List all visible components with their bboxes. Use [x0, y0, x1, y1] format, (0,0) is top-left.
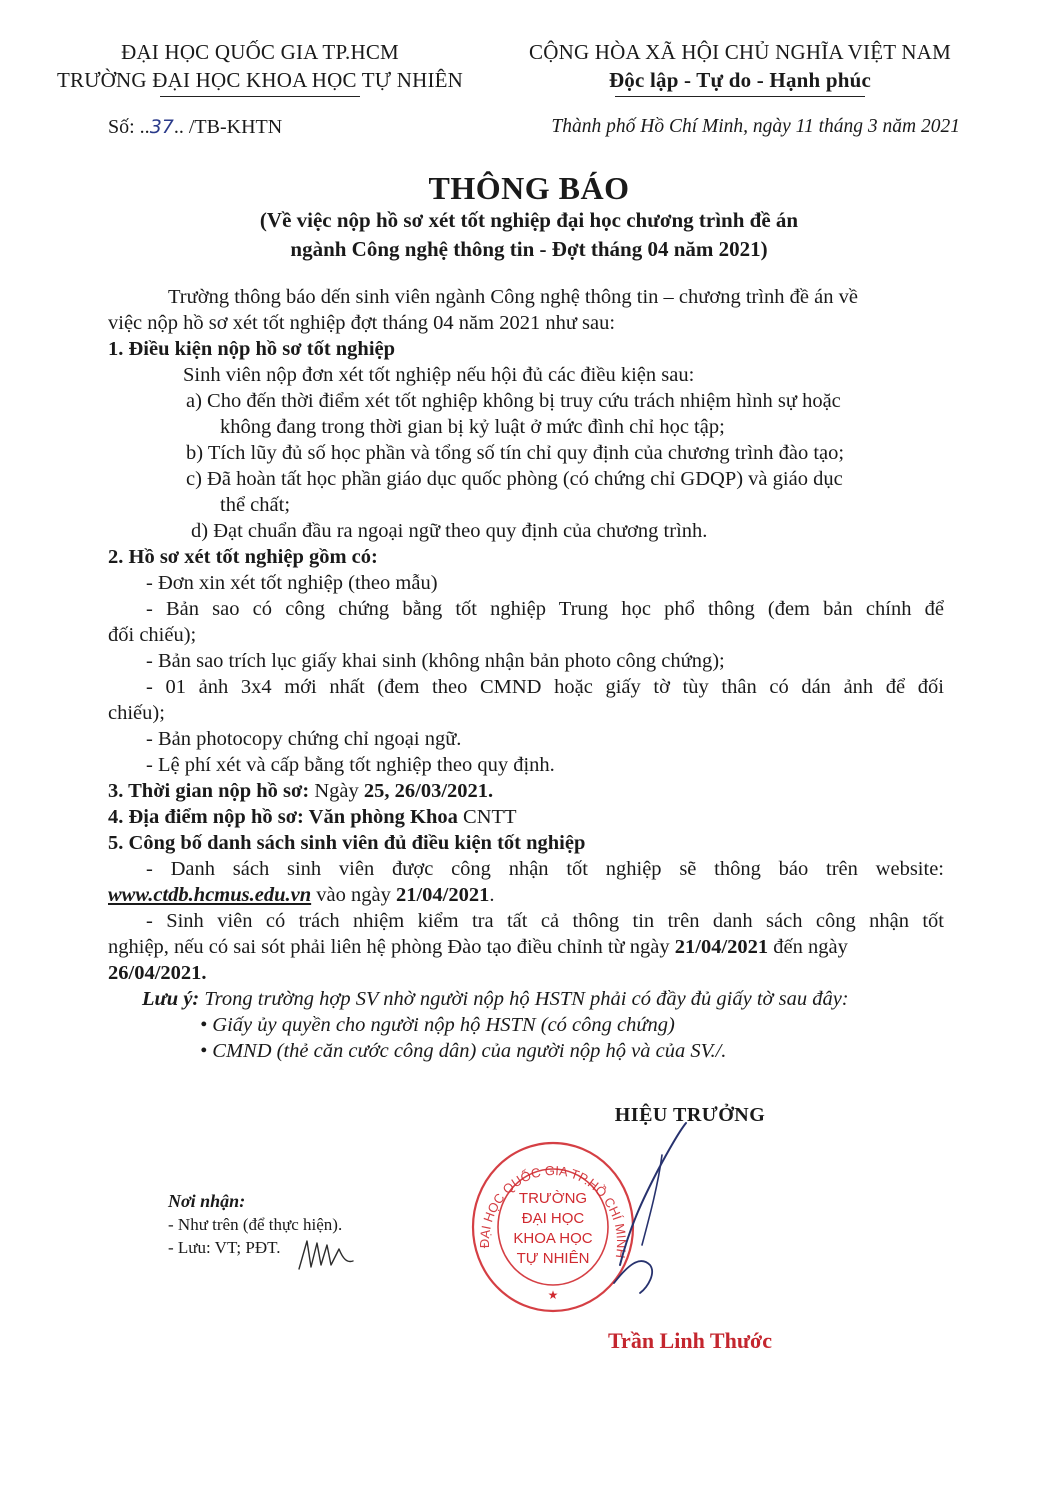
check-line-2-text: nghiệp, nếu có sai sót phải liên hệ phòng Đào tạo điều chỉnh từ ngày	[108, 936, 675, 958]
dossier-item-6: - Lệ phí xét và cấp bằng tốt nghiệp theo quy định.	[146, 754, 555, 776]
seal-ring-text: ĐẠI HỌC QUỐC GIA TP.HỒ CHÍ MINH	[476, 1162, 630, 1260]
national-name: CỘNG HÒA XÃ HỘI CHỦ NGHĨA VIỆT NAM	[529, 40, 951, 64]
intro-line-2: việc nộp hồ sơ xét tốt nghiệp đợt tháng 04 năm 2021 như sau:	[108, 312, 616, 334]
website-link[interactable]: www.ctdb.hcmus.edu.vn	[108, 884, 312, 906]
condition-a-line-1: a) Cho đến thời điểm xét tốt nghiệp không bị truy cứu trách nhiệm hình sự hoặc	[186, 390, 841, 412]
section-4-label: 4. Địa điểm nộp hồ sơ: Văn phòng Khoa	[108, 806, 464, 828]
condition-c-line-1: c) Đã hoàn tất học phần giáo dục quốc phòng (có chứng chỉ GDQP) và giáo dục	[186, 468, 843, 490]
issuer-header	[30, 38, 490, 97]
doc-number-suffix: .. /TB-KHTN	[173, 116, 283, 138]
section-4-value: CNTT	[463, 806, 517, 828]
issuer-parent: ĐẠI HỌC QUỐC GIA TP.HCM	[121, 40, 399, 64]
document-title: THÔNG BÁO	[428, 170, 630, 206]
dossier-item-4-line-2: chiếu);	[108, 702, 165, 724]
document-number	[108, 116, 282, 139]
check-line-2	[108, 934, 944, 960]
seal-line-4: TỰ NHIÊN	[516, 1250, 590, 1267]
document-date: Thành phố Hồ Chí Minh, ngày 11 tháng 3 năm 2021	[551, 116, 960, 137]
section-3	[108, 778, 944, 804]
recipient-2: - Lưu: VT; PĐT.	[168, 1238, 281, 1257]
doc-number-prefix: Số: ..	[108, 116, 150, 138]
announce-line-2-end: .	[489, 884, 495, 906]
document-subtitle	[0, 206, 1058, 264]
note-text: Trong trường hợp SV nhờ người nộp hộ HSTN phải có đầy đủ giấy tờ sau đây:	[199, 988, 849, 1010]
section-1-lead: Sinh viên nộp đơn xét tốt nghiệp nếu hội đủ các điều kiện sau:	[183, 364, 695, 386]
motto-underline	[615, 96, 865, 97]
announce-line-2-text: vào ngày	[311, 884, 396, 906]
check-line-1: - Sinh viên có trách nhiệm kiểm tra tất cả thông tin trên danh sách công nhận tốt	[146, 910, 944, 932]
handwritten-signature	[600, 1115, 710, 1305]
condition-c-line-2: thể chất;	[220, 494, 291, 516]
intro-line-1: Trường thông báo dến sinh viên ngành Công nghệ thông tin – chương trình đề án về	[168, 286, 858, 308]
national-header	[505, 38, 975, 97]
recipients-block	[168, 1190, 342, 1259]
seal-line-2: ĐẠI HỌC	[521, 1210, 585, 1227]
seal-line-3: KHOA HỌC	[513, 1230, 593, 1247]
section-5-heading: 5. Công bố danh sách sinh viên đủ điều kiện tốt nghiệp	[108, 832, 586, 854]
section-3-value: 25, 26/03/2021.	[363, 780, 494, 802]
section-4	[108, 804, 944, 830]
dossier-item-2-line-1: - Bản sao có công chứng bằng tốt nghiệp Trung học phổ thông (đem bản chính để	[146, 598, 944, 620]
seal-star-icon: ★	[547, 1288, 559, 1302]
note-bullet-2: • CMND (thẻ căn cước công dân) của người nộp hộ và của SV./.	[200, 1040, 727, 1062]
note-line	[108, 986, 944, 1012]
dossier-item-4-line-1: - 01 ảnh 3x4 mới nhất (đem theo CMND hoặc giấy tờ tùy thân có dán ảnh để đối	[146, 676, 944, 698]
signatory-title: HIỆU TRƯỞNG	[614, 1104, 766, 1126]
section-3-label: 3. Thời gian nộp hồ sơ:	[108, 780, 310, 802]
dossier-item-5: - Bản photocopy chứng chỉ ngoại ngữ.	[146, 728, 462, 750]
condition-d: d) Đạt chuẩn đầu ra ngoại ngữ theo quy định của chương trình.	[191, 520, 708, 542]
condition-a-line-2: không đang trong thời gian bị kỷ luật ở mức đình chỉ học tập;	[220, 416, 725, 438]
check-line-2-mid: đến ngày	[768, 936, 848, 958]
doc-number-handwritten: 37	[149, 116, 174, 138]
signatory-name: Trần Linh Thước	[608, 1328, 772, 1353]
check-start-date: 21/04/2021	[674, 936, 769, 958]
subtitle-line-2: ngành Công nghệ thông tin - Đợt tháng 04 năm 2021)	[290, 237, 768, 261]
seal-line-1: TRƯỜNG	[518, 1190, 588, 1207]
announce-line-1: - Danh sách sinh viên được công nhận tốt nghiệp sẽ thông báo trên website:	[146, 858, 944, 880]
national-motto: Độc lập - Tự do - Hạnh phúc	[608, 68, 872, 92]
issuer-underline	[160, 96, 360, 97]
recipients-title: Nơi nhận:	[168, 1191, 246, 1211]
dossier-item-3: - Bản sao trích lục giấy khai sinh (không nhận bản photo công chứng);	[146, 650, 725, 672]
announce-line-2	[108, 882, 944, 908]
check-end-date: 26/04/2021.	[108, 962, 207, 984]
section-1-heading: 1. Điều kiện nộp hồ sơ tốt nghiệp	[108, 338, 396, 360]
recipient-1: - Như trên (để thực hiện).	[168, 1215, 343, 1234]
subtitle-line-1: (Về việc nộp hồ sơ xét tốt nghiệp đại học chương trình đề án	[259, 208, 799, 232]
section-2-heading: 2. Hồ sơ xét tốt nghiệp gồm có:	[108, 546, 378, 568]
announce-date: 21/04/2021	[395, 884, 490, 906]
document-body	[108, 284, 944, 1064]
dossier-item-2-line-2: đối chiếu);	[108, 624, 197, 646]
note-label: Lưu ý:	[142, 988, 200, 1010]
note-bullet-1: • Giấy ủy quyền cho người nộp hộ HSTN (có công chứng)	[200, 1014, 675, 1036]
issuer-name: TRƯỜNG ĐẠI HỌC KHOA HỌC TỰ NHIÊN	[56, 68, 464, 92]
dossier-item-1: - Đơn xin xét tốt nghiệp (theo mẫu)	[146, 572, 438, 594]
section-3-text: Ngày	[309, 780, 364, 802]
condition-b: b) Tích lũy đủ số học phần và tổng số tín chỉ quy định của chương trình đào tạo;	[186, 442, 845, 464]
